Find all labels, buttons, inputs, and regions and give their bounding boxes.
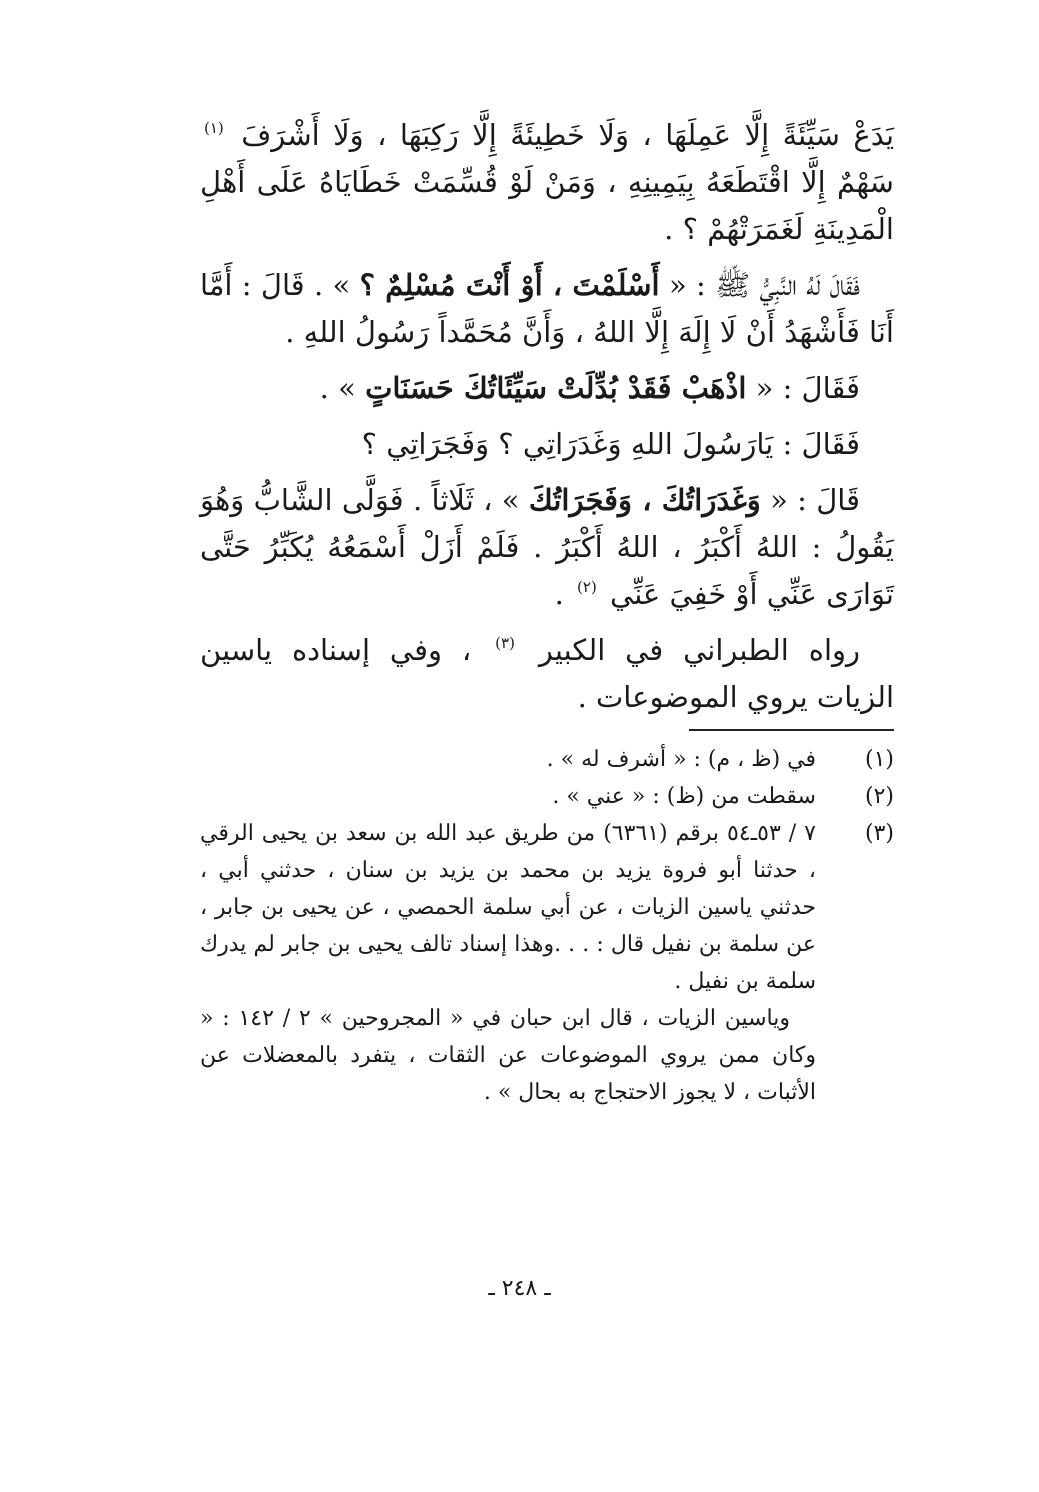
footnote-3 [200,815,894,1000]
paragraph-3: فَقَالَ : « اذْهَبْ فَقَدْ بُدِّلَتْ سَيِّئَاتُكَ حَسَنَاتٍ » . [319,371,860,405]
page-content [200,112,894,1111]
footnote-ref-2[interactable]: (٢) [577,578,597,596]
footnote-number: (١) [864,747,894,772]
paragraph-5: قَالَ : « وَغَدَرَاتُكَ ، وَفَجَرَاتُكَ » ، ثَلَاثاً . فَوَلَّى الشَّابُّ وَهُوَ يَقُولُ : اللهُ أَكْبَرُ ، اللهُ أَكْبَرُ . فَلَمْ أَزَلْ أَسْمَعُهُ يُكَبِّرُ حَتَّى تَوَارَى عَنِّي أَوْ خَفِيَ عَنِّي $^{(٢)}$ . [200,483,894,611]
hadith-quote: أَسْلَمْتَ ، أَوْ أَنْتَ مُسْلِمٌ ؟ [359,268,660,302]
hadith-quote: اذْهَبْ فَقَدْ بُدِّلَتْ سَيِّئَاتُكَ حَسَنَاتٍ [365,371,747,405]
hadith-quote: وَغَدَرَاتُكَ ، وَفَجَرَاتُكَ [528,483,761,517]
footnote-1 [200,741,894,778]
footnote-text: في (ظ ، م) : « أشرف له » . [546,747,816,772]
paragraph-4: فَقَالَ : يَارَسُولَ اللهِ وَغَدَرَاتِي ؟ وَفَجَرَاتِي ؟ [361,427,860,461]
page-number: ـ ٢٤٨ ـ [488,1276,551,1301]
footnote-3-continuation: وياسين الزيات ، قال ابن حبان في « المجروحين » ٢ / ١٤٢ : « وكان ممن يروي الموضوعات عن الثقات ، يتفرد بالمعضلات عن الأثبات ، لا يجوز الاحتجاج به بحال » . [200,1006,816,1105]
paragraph-6: رواه الطبراني في الكبير $^{(٣)}$ ، وفي إسناده ياسين الزيات يروي الموضوعات . [200,633,894,714]
footnote-text: سقطت من (ظ) : « عني » . [552,784,816,809]
main-text [200,112,894,721]
paragraph-1: يَدَعْ سَيِّئَةً إِلَّا عَمِلَهَا ، وَلَا خَطِيئَةً إِلَّا رَكِبَهَا ، وَلَا أَشْرَفَ $^{(١)}$ سَهْمٌ إِلَّا اقْتَطَعَهُ بِيَمِينِهِ ، وَمَنْ لَوْ قُسِّمَتْ خَطَايَاهُ عَلَى أَهْلِ الْمَدِينَةِ لَغَمَرَتْهُمْ ؟ . [200,118,895,246]
footnotes [200,741,894,1111]
paragraph-2: فَقَالَ لَهُ النَّبِيُّ ﷺ : « أَسْلَمْتَ ، أَوْ أَنْتَ مُسْلِمٌ ؟ » . قَالَ : أَمَّا أَنَا فَأَشْهَدُ أَنْ لَا إِلَهَ إِلَّا اللهُ ، وَأَنَّ مُحَمَّداً رَسُولُ اللهِ . [200,268,894,349]
footnote-number: (٢) [864,784,894,809]
footnote-2 [200,778,894,815]
footnote-text: ٧ / ٥٣ـ٥٤ برقم (٦٣٦١) من طريق عبد الله بن سعد بن يحيى الرقي ، حدثنا أبو فروة يزيد بن محمد بن يزيد بن سنان ، حدثني أبي ، حدثني ياسين الزيات ، عن أبي سلمة الحمصي ، عن يحيى بن جابر ، عن سلمة بن نفيل قال : . . .وهذا إسناد تالف يحيى بن جابر لم يدرك سلمة بن نفيل . [200,821,816,994]
footnote-ref-1[interactable]: (١) [204,119,224,137]
footnote-ref-3[interactable]: (٣) [495,634,515,652]
footnote-separator [689,729,894,731]
footnote-number: (٣) [864,821,894,846]
